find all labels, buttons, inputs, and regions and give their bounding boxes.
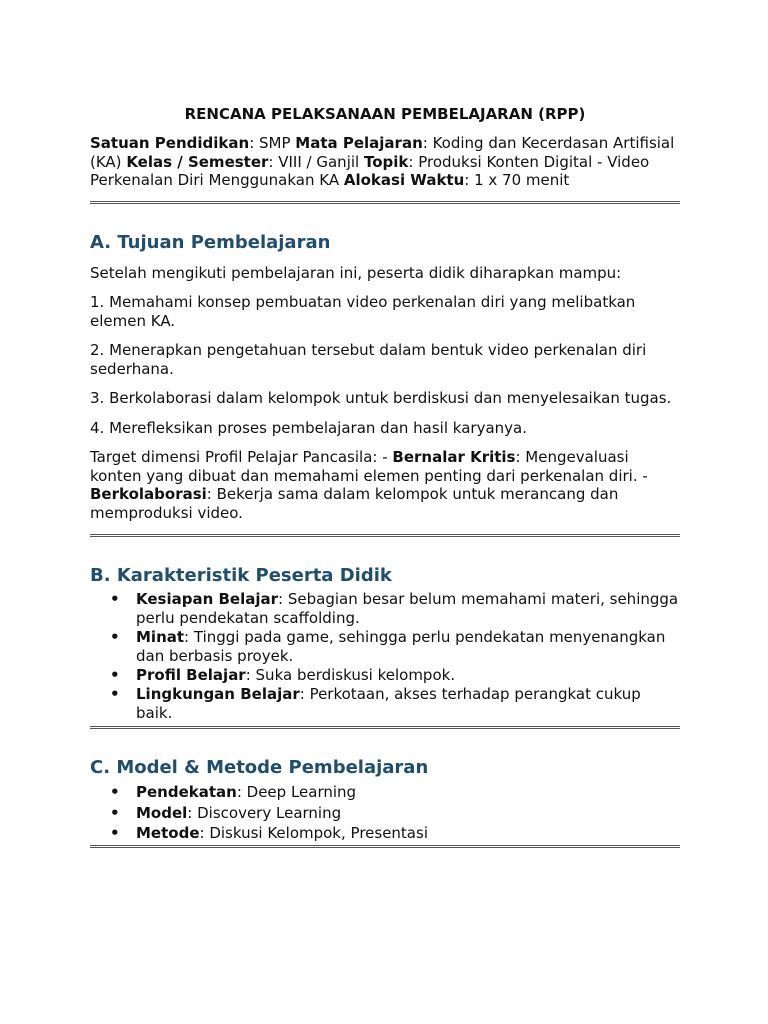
list-item	[90, 590, 680, 628]
document-title: RENCANA PELAKSANAAN PEMBELAJARAN (RPP)	[184, 105, 586, 123]
goal-item: 3. Berkolaborasi dalam kelompok untuk berdiskusi dan menyelesaikan tugas.	[90, 389, 672, 407]
list-item	[90, 666, 680, 685]
meta-value-alokasi: : 1 x 70 menit	[464, 171, 570, 189]
list-item	[90, 803, 680, 824]
section-b-heading: B. Karakteristik Peserta Didik	[90, 565, 392, 586]
item-text: : Deep Learning	[236, 783, 357, 801]
goal-item: 4. Merefleksikan proses pembelajaran dan hasil karyanya.	[90, 418, 527, 437]
item-label: Model	[136, 803, 188, 822]
document-page	[90, 104, 680, 848]
section-a-intro: Setelah mengikuti pembelajaran ini, peserta didik diharapkan mampu:	[90, 263, 622, 282]
meta-label-topik: Topik	[363, 152, 409, 171]
section-a-heading: A. Tujuan Pembelajaran	[90, 231, 331, 253]
profile-1-label: Bernalar Kritis	[392, 448, 516, 466]
profile-2-label: Berkolaborasi	[90, 485, 207, 503]
list-item	[90, 685, 680, 723]
section-b-list	[90, 590, 680, 723]
item-label: Minat	[136, 628, 185, 646]
item-text: : Discovery Learning	[187, 803, 342, 822]
item-text: : Diskusi Kelompok, Presentasi	[199, 824, 428, 842]
bullet-icon: •	[110, 628, 120, 646]
item-label: Profil Belajar	[136, 666, 246, 684]
meta-label-alokasi: Alokasi Waktu	[343, 171, 465, 189]
divider	[90, 201, 680, 204]
section-c-heading: C. Model & Metode Pembelajaran	[90, 757, 429, 778]
document-meta	[90, 134, 680, 190]
bullet-icon: •	[110, 783, 120, 801]
item-text: : Suka berdiskusi kelompok.	[245, 666, 456, 684]
item-text: : Perkotaan, akses terhadap perangkat cukup baik.	[136, 685, 641, 722]
divider	[90, 534, 680, 537]
list-item	[90, 782, 680, 803]
bullet-icon: •	[110, 685, 120, 703]
meta-label-satuan: Satuan Pendidikan	[90, 134, 250, 152]
meta-value-topik: : Produksi Konten Digital - Video Perkenalan Diri Menggunakan KA	[90, 152, 650, 189]
bullet-icon: •	[110, 824, 120, 842]
list-item	[90, 823, 680, 844]
meta-label-kelas: Kelas / Semester	[126, 152, 269, 171]
item-label: Kesiapan Belajar	[136, 590, 279, 608]
item-text: : Tinggi pada game, sehingga perlu pendekatan menyenangkan dan berbasis proyek.	[136, 628, 666, 665]
item-label: Pendekatan	[136, 783, 237, 801]
goal-item: 2. Menerapkan pengetahuan tersebut dalam bentuk video perkenalan diri sederhana.	[90, 341, 647, 378]
goal-item: 1. Memahami konsep pembuatan video perkenalan diri yang melibatkan elemen KA.	[90, 293, 636, 330]
meta-value-mapel: : Koding dan Kecerdasan Artifisial (KA)	[90, 134, 675, 171]
divider	[90, 726, 680, 729]
list-item	[90, 628, 680, 666]
profile-2-text: : Bekerja sama dalam kelompok untuk merancang dan memproduksi video.	[90, 485, 619, 522]
divider	[90, 845, 680, 848]
bullet-icon: •	[110, 803, 120, 822]
meta-label-mapel: Mata Pelajaran	[295, 134, 423, 152]
item-label: Metode	[136, 824, 200, 842]
item-label: Lingkungan Belajar	[136, 685, 300, 703]
meta-value-satuan: : SMP	[249, 134, 296, 152]
bullet-icon: •	[110, 590, 120, 608]
meta-value-kelas: : VIII / Ganjil	[268, 152, 364, 171]
bullet-icon: •	[110, 666, 120, 684]
profile-pancasila	[90, 448, 680, 522]
item-text: : Sebagian besar belum memahami materi, sehingga perlu pendekatan scaffolding.	[136, 590, 679, 627]
profile-intro: Target dimensi Profil Pelajar Pancasila: -	[90, 448, 393, 466]
section-c-list	[90, 782, 680, 844]
profile-1-text: : Mengevaluasi konten yang dibuat dan memahami elemen penting dari perkenalan diri. -	[90, 448, 648, 485]
